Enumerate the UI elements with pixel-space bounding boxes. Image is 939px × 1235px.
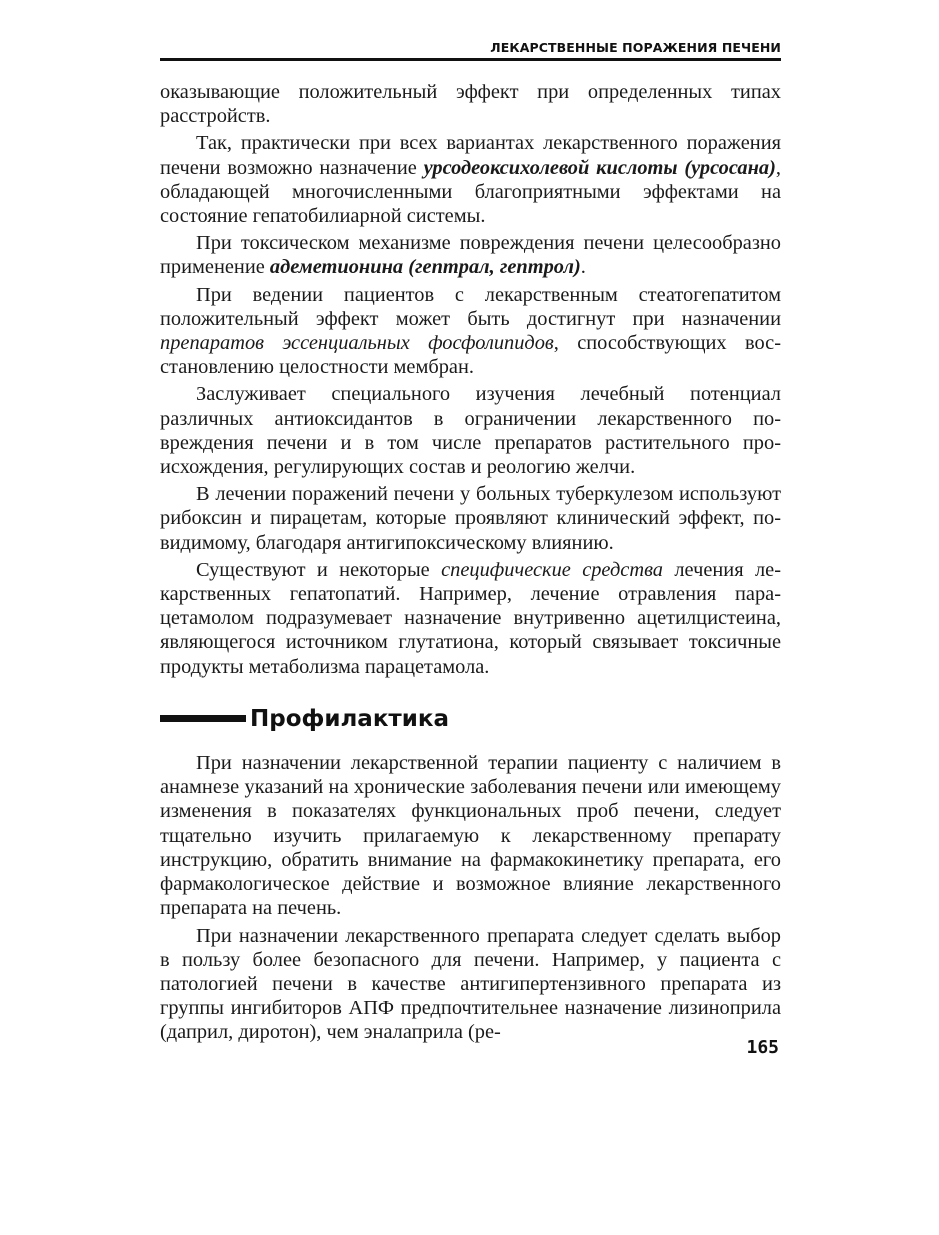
paragraph-ursosan xyxy=(160,131,781,228)
paragraph-text: При токсическом механизме повреждения печени целесообразно применение xyxy=(160,232,781,279)
paragraph-specific-agents xyxy=(160,558,781,679)
header-rule xyxy=(160,58,781,61)
running-head: ЛЕКАРСТВЕННЫЕ ПОРАЖЕНИЯ ПЕЧЕНИ xyxy=(490,40,781,55)
paragraph-prevention-1: При назначении лекарственной терапии пациенту с наличием в анамнезе указаний на хронические заболевания печени или имеющему изменения в показателях функциональных проб печени, следует тщательно изучить прилагаемую к лекарственному препарату инструкцию, обратить внимание на фармакокинетику препарата, его фармакологическое действие и возможное влияние лекарственного препарата на печень. xyxy=(160,752,781,920)
section-title: Профилактика xyxy=(250,705,450,732)
section-heading xyxy=(160,707,781,731)
paragraph-antioxidants: Заслуживает специального изучения лечебный потенциал различных антиоксидантов в ограничении лекарственного повреждения печени и в том числе препаратов растительного происхождения, регулирующих состав и реологию желчи. xyxy=(160,383,781,479)
paragraph-tuberculosis: В лечении поражений печени у больных туберкулезом используют рибоксин и пирацетам, которые проявляют клинический эффект, по-видимому, благодаря антигипоксическому влиянию. xyxy=(160,483,781,554)
paragraph-text: , способствующих восстановлению целостности мембран. xyxy=(160,332,781,379)
paragraph-prevention-2: При назначении лекарственного препарата следует сделать выбор в пользу более безопасного для печени. Например, у пациента с патологией печени в качестве антигипертензивного препарата из группы ингибиторов АПФ предпочтительнее назначение лизиноприла (даприл, диротон), чем эналаприла (ре- xyxy=(160,924,781,1044)
page-body xyxy=(160,80,781,1048)
heading-bar xyxy=(160,715,246,722)
paragraph-text: При ведении пациентов с лекарственным стеатогепатитом положительный эффект может быть достигнут при назначении xyxy=(160,283,781,330)
paragraph-text: Так, практически при всех вариантах лекарственного поражения печени возможно назначение xyxy=(160,132,781,179)
drug-name-emphasis: адеметионина (гептрал, гептрол) xyxy=(269,256,581,279)
paragraph-continuation: оказывающие положительный эффект при определенных типах расстройств. xyxy=(160,81,781,128)
paragraph-phospholipids xyxy=(160,283,781,380)
italic-emphasis: специфические средства xyxy=(441,558,663,581)
paragraph-text: лечения лекарственных гепатопатий. Например, лечение отравления парацетамолом подразумевает назначение внутривенно ацетилцистеина, являющегося источником глутатиона, который связывает токсичные продукты метаболизма парацетамола. xyxy=(160,558,781,678)
drug-name-emphasis: урсодеоксихолевой кислоты (урсосана) xyxy=(423,156,776,179)
paragraph-text: . xyxy=(580,256,586,279)
paragraph-ademetionine xyxy=(160,231,781,279)
italic-emphasis: препаратов эссенциальных фосфолипидов xyxy=(160,332,554,355)
paragraph-text: , обладающей многочисленными благоприятными эффектами на состояние гепатобилиарной системы. xyxy=(160,156,781,228)
paragraph-text: Существуют и некоторые xyxy=(196,558,442,581)
page-number: 165 xyxy=(746,1037,779,1058)
